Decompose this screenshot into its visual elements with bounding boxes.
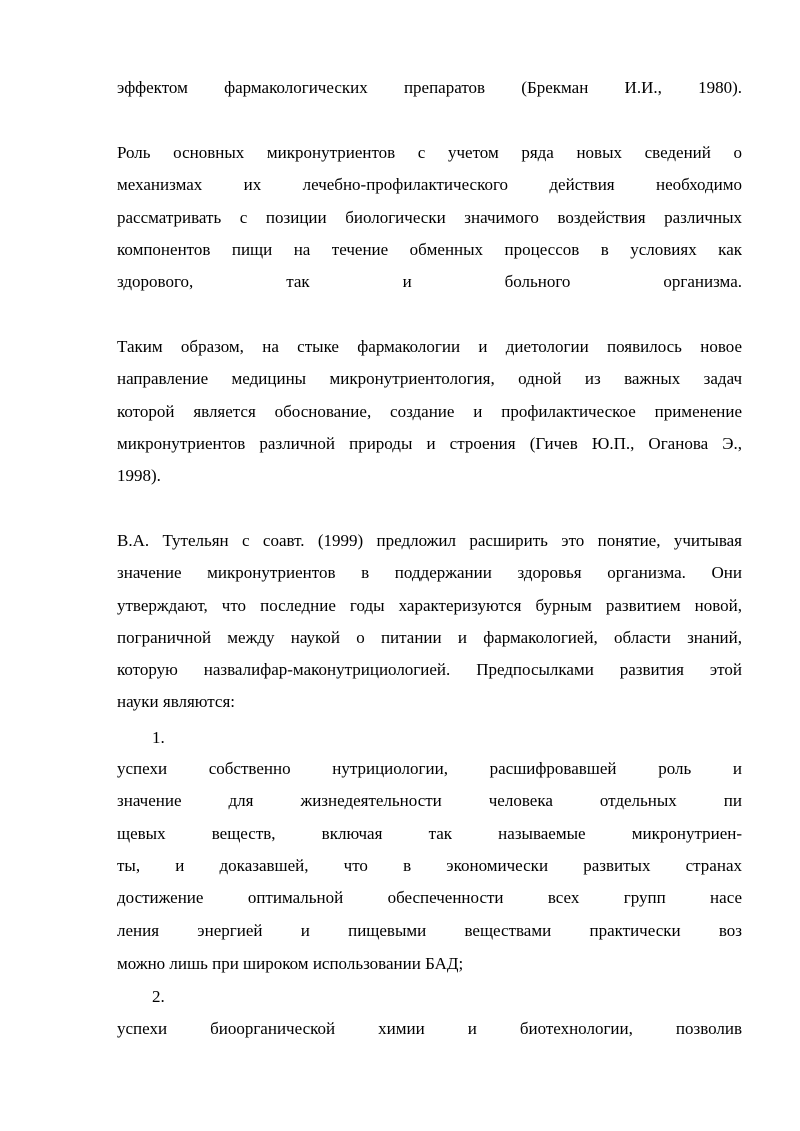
paragraph-line: значение микронутриентов в поддержании здоровья организма. Они [117,563,742,582]
paragraph-line: механизмах их лечебно-профилактического действия необходимо [117,175,742,194]
paragraph-line: утверждают, что последние годы характеризуются бурным развитием новой, [117,596,742,615]
list-item-line: ления энергией и пищевыми веществами практически воз [117,921,742,940]
paragraph-line: Таким образом, на стыке фармакологии и диетологии появилось новое [117,337,742,356]
paragraph-line: микронутриентов различной природы и строения (Гичев Ю.П., Оганова Э., [117,434,742,453]
list-item-line: успехи биоорганической химии и биотехнологии, позволив [117,1019,742,1038]
paragraph-line: В.А. Тутельян с соавт. (1999) предложил расширить это понятие, учитывая [117,531,742,550]
paragraph-line: которой является обоснование, создание и профилактическое применение [117,402,742,421]
paragraph-line: 1998). [117,466,161,485]
list-item-number: 2. [152,987,165,1006]
paragraph-line: компонентов пищи на течение обменных процессов в условиях как [117,240,742,259]
list-item-line: щевых веществ, включая так называемые микронутриен- [117,824,742,843]
list-item-line: можно лишь при широком использовании БАД; [117,954,464,973]
list-item-line: ты, и доказавшей, что в экономически развитых странах [117,856,742,875]
paragraph-line: рассматривать с позиции биологически значимого воздействия различных [117,208,742,227]
paragraph-line: здорового, так и больного организма. [117,272,742,291]
paragraph-line: пограничной между наукой о питании и фармакологией, области знаний, [117,628,742,647]
list-item-number: 1. [152,728,165,747]
paragraph-line: науки являются: [117,692,236,711]
paragraph-line: Роль основных микронутриентов с учетом ряда новых сведений о [117,143,742,162]
list-item-line: успехи собственно нутрициологии, расшифровавшей роль и [117,759,742,778]
paragraph-line: эффектом фармакологических препаратов (Брекман И.И., 1980). [117,78,742,97]
list-item-line: достижение оптимальной обеспеченности всех групп насе [117,888,742,907]
paragraph-line: направление медицины микронутриентология, одной из важных задач [117,369,742,388]
list-item-line: значение для жизнедеятельности человека отдельных пи [117,791,742,810]
paragraph-line: которую назвалифар-маконутрициологией. Предпосылками развития этой [117,660,742,679]
